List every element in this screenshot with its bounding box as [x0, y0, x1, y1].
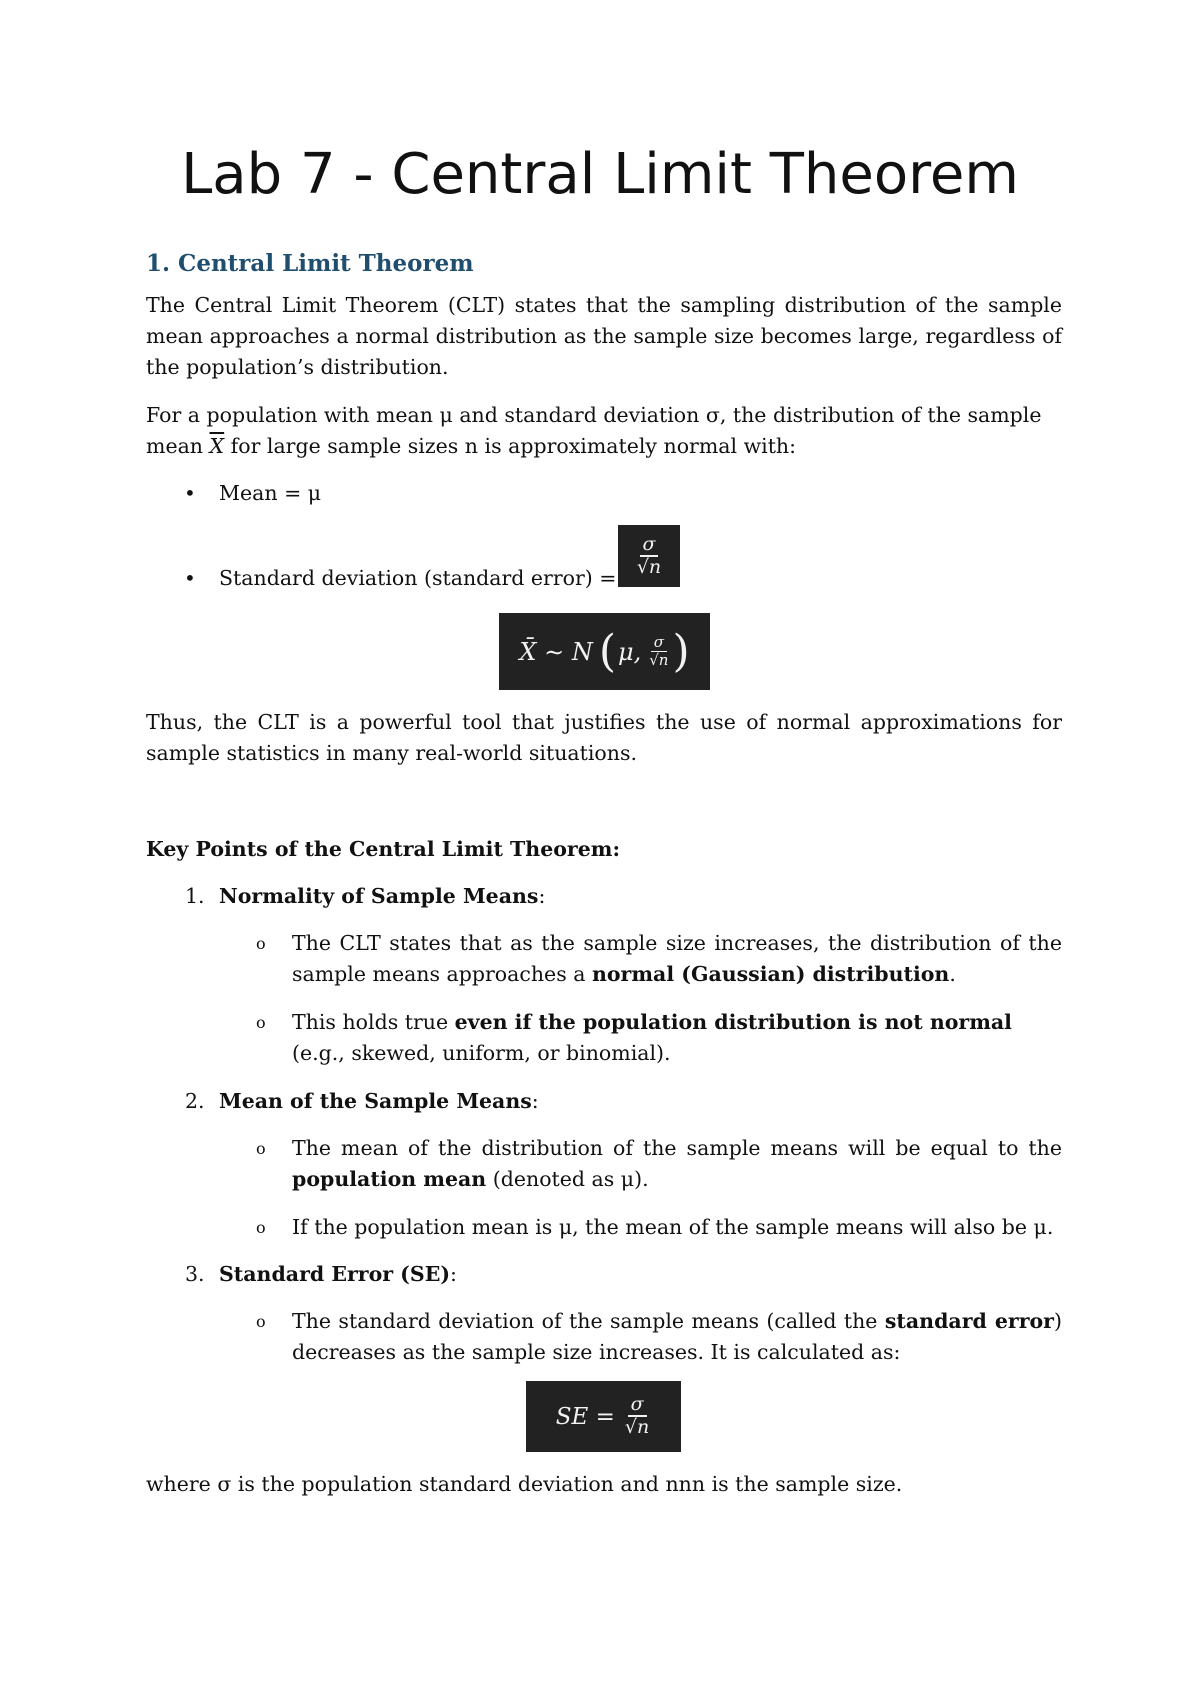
- list-item-bold: population mean: [292, 1167, 487, 1191]
- formula-se-denominator: √n: [624, 1416, 650, 1439]
- formula-distribution-fraction: [647, 634, 670, 669]
- list-item: [292, 928, 1062, 990]
- list-item-bold: normal (Gaussian) distribution: [591, 962, 950, 986]
- list-number: 1.: [185, 884, 205, 908]
- formula-distribution-numerator: σ: [651, 634, 667, 652]
- paren-open: (: [598, 625, 616, 677]
- keypoint-title-text: Normality of Sample Means: [219, 884, 539, 908]
- keypoint-title-colon: :: [450, 1262, 457, 1286]
- list-number: 2.: [185, 1089, 205, 1113]
- formula-se-numerator: σ: [628, 1394, 647, 1417]
- keypoint-title-text: Mean of the Sample Means: [219, 1089, 532, 1113]
- bullet-dot-icon: •: [184, 481, 196, 505]
- circle-bullet-icon: o: [256, 1139, 266, 1158]
- formula-distribution-mu: μ,: [618, 637, 642, 666]
- paragraph-population-text-a: For a population with mean μ and standard deviation σ, the distribution of the sample mean: [146, 403, 1042, 458]
- formula-se-inline-image: [618, 525, 680, 587]
- list-item-text-end: (denoted as μ).: [486, 1167, 649, 1191]
- paragraph-footer: where σ is the population standard deviation and nnn is the sample size.: [146, 1472, 903, 1496]
- keypoint-title: [219, 881, 545, 912]
- formula-distribution-denominator: √n: [649, 650, 669, 669]
- keypoint-title-text: Standard Error (SE): [219, 1262, 451, 1286]
- paragraph-clt-definition: The Central Limit Theorem (CLT) states that the sampling distribution of the sample mean approaches a normal distribution as the sample size becomes large, regardless of the population’s distribution.: [146, 293, 1062, 379]
- keypoint-title-colon: :: [531, 1089, 539, 1113]
- paragraph-population: [146, 400, 1062, 462]
- bullet-dot-icon: •: [184, 566, 196, 590]
- list-item: [292, 1133, 1062, 1195]
- formula-fraction: [635, 534, 663, 579]
- list-item-text: The mean of the distribution of the sample means will be equal to the: [292, 1136, 1062, 1160]
- formula-se-image: [526, 1381, 681, 1452]
- list-item: [292, 1212, 1062, 1243]
- keypoint-title: [219, 1086, 539, 1117]
- section-heading: 1. Central Limit Theorem: [146, 250, 474, 277]
- xbar-symbol: $\overline{X}$: [209, 434, 225, 458]
- formula-se-fraction: [623, 1394, 651, 1439]
- formula-se-lhs: SE =: [555, 1403, 615, 1430]
- list-item-text-end: ) decreases as the sample size increases. It is calculated as:: [292, 1309, 1062, 1364]
- list-number: 3.: [185, 1262, 205, 1286]
- list-item-text-end: .: [949, 962, 956, 986]
- bullet-mean: Mean = μ: [219, 481, 322, 505]
- list-item-text: The CLT states that as the sample size increases, the distribution of the sample means approaches a: [292, 931, 1062, 986]
- circle-bullet-icon: o: [256, 934, 266, 953]
- list-item: [292, 1306, 1062, 1368]
- list-item: [292, 1007, 1062, 1069]
- circle-bullet-icon: o: [256, 1013, 266, 1032]
- circle-bullet-icon: o: [256, 1312, 266, 1331]
- keypoints-heading: Key Points of the Central Limit Theorem:: [146, 837, 621, 861]
- paragraph-population-text-b: for large sample sizes n is approximately normal with:: [224, 434, 797, 458]
- formula-distribution-image: [499, 613, 710, 690]
- list-item-text: If the population mean is μ, the mean of the sample means will also be μ.: [292, 1215, 1054, 1239]
- paragraph-conclusion: Thus, the CLT is a powerful tool that justifies the use of normal approximations for sample statistics in many real-world situations.: [146, 710, 1062, 765]
- list-item-text: This holds true: [292, 1010, 455, 1034]
- list-item-bold: even if the population distribution is not normal: [454, 1010, 1012, 1034]
- formula-denominator: √n: [636, 555, 662, 578]
- paren-close: ): [672, 625, 690, 677]
- formula-numerator: σ: [640, 534, 659, 557]
- list-item-text: The standard deviation of the sample means (called the: [292, 1309, 885, 1333]
- bullet-standard-deviation: Standard deviation (standard error) =: [219, 566, 617, 590]
- keypoint-title: [219, 1259, 457, 1290]
- page-title: Lab 7 - Central Limit Theorem: [181, 142, 1019, 207]
- formula-distribution-lhs: X̄ ∼ N: [519, 637, 593, 666]
- keypoint-title-colon: :: [538, 884, 546, 908]
- list-item-text-end: (e.g., skewed, uniform, or binomial).: [292, 1041, 671, 1065]
- circle-bullet-icon: o: [256, 1218, 266, 1237]
- list-item-bold: standard error: [884, 1309, 1054, 1333]
